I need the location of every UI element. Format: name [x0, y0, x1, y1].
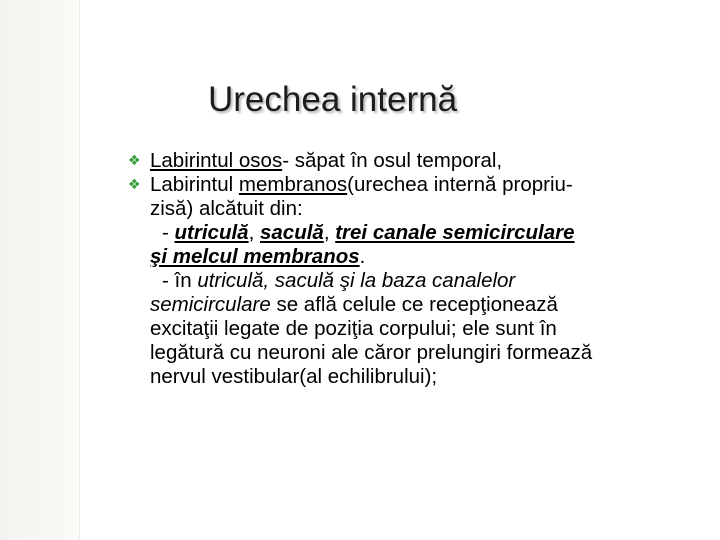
line2-text: (urechea internă propriu-	[347, 173, 573, 196]
bullet-line-osos	[128, 149, 718, 173]
term-canale-semicirculare: trei canale semicirculare	[335, 221, 575, 244]
diamond-bullet-icon: ❖	[128, 177, 141, 193]
italic-location: utriculă, saculă şi la baza canalelor	[197, 269, 516, 292]
text-line-melcul	[128, 245, 718, 269]
text-line: legătură cu neuroni ale căror prelungiri formează	[150, 341, 593, 364]
term-utricula: utriculă	[174, 221, 249, 244]
diamond-bullet-icon: ❖	[128, 153, 141, 169]
text-line-components	[128, 221, 718, 245]
slide-title: Urechea internă	[208, 80, 458, 119]
line1-text: - săpat în osul temporal,	[282, 149, 503, 172]
text-line: zisă) alcătuit din:	[150, 197, 303, 220]
line2-prefix: Labirintul	[150, 173, 239, 196]
term-sacula: saculă	[259, 221, 324, 244]
left-decorative-strip	[0, 0, 80, 540]
text-line-location	[128, 269, 718, 293]
term-melcul-membranos: şi melcul membranos	[150, 245, 360, 268]
bullet-line-membranos	[128, 173, 718, 197]
dash: -	[162, 221, 175, 244]
term-membranos: membranos	[238, 173, 348, 196]
term-labirintul-osos: Labirintul osos	[150, 149, 283, 172]
italic-semicirculare: semicirculare	[150, 293, 271, 316]
slide-body	[128, 149, 718, 389]
text-line-semicirculare	[128, 293, 718, 317]
dash: - în	[162, 269, 198, 292]
line7-text: se află celule ce recepţionează	[270, 293, 558, 316]
separator: ,	[248, 221, 260, 244]
text-line: nervul vestibular(al echilibrului);	[150, 365, 438, 388]
separator: ,	[323, 221, 336, 244]
text-line: excitaţii legate de poziţia corpului; ele sunt în	[150, 317, 557, 340]
period: .	[359, 245, 366, 268]
